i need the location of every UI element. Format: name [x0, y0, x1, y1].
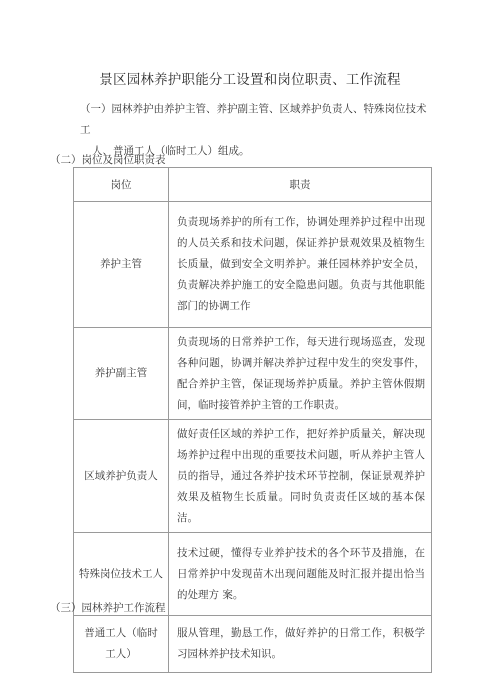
row-position: 特殊岗位技术工人: [74, 533, 169, 616]
row-duty: 负责现场的日常养护工作，每天进行现场巡查，发现各种问题，协调并解决养护过程中发生的突发事件，配合养护主管，保证现场养护质量。养护主管休假期间，临时接管养护主管的工作职责。: [169, 328, 432, 420]
table-row: [74, 202, 432, 328]
table-row: [74, 616, 432, 673]
header-duty: 职责: [169, 168, 432, 202]
row-duty: 技术过硬，懂得专业养护技术的各个环节及措施，在日常养护中发现苗木出现问题能及时汇报并提出恰当的处理方 案。: [169, 533, 432, 616]
header-position: 岗位: [74, 168, 169, 202]
section1-line2: 人、普通工人（临时工人）组成。: [92, 145, 250, 157]
row-position: 区域养护负责人: [74, 420, 169, 533]
duty-table: [73, 167, 432, 673]
row-position: 养护副主管: [74, 328, 169, 420]
table-row: [74, 420, 432, 533]
row-duty: 负责现场养护的所有工作，协调处理养护过程中出现的人员关系和技术问题，保证养护景观效果及植物生长质量，做到安全文明养护。兼任园林养护安全员，负责解决养护施工的安全隐患问题。负责与其他职能部门的协调工作: [169, 202, 432, 328]
section3-heading: （三）园林养护工作流程: [50, 602, 166, 614]
section2-heading: （二）岗位及岗位职责表: [50, 154, 166, 166]
table-row: [74, 328, 432, 420]
row-duty: 做好责任区域的养护工作，把好养护质量关，解决现场养护过程中出现的重要技术问题，听从养护主管人员的指导，通过各养护技术环节控制，保证景观养护效果及植物生长质量。同时负责责任区域的基本保洁。: [169, 420, 432, 533]
row-position: 普通工人（临时工人）: [74, 616, 169, 673]
table-header-row: [74, 168, 432, 202]
row-duty: 服从管理，勤恳工作，做好养护的日常工作，积极学习园林养护技术知识。: [169, 616, 432, 673]
row-position: 养护主管: [74, 202, 169, 328]
section1-line1: （一）园林养护由养护主管、养护副主管、区域养护负责人、特殊岗位技术工: [80, 103, 427, 136]
document-title: 景区园林养护职能分工设置和岗位职责、工作流程: [99, 72, 401, 88]
